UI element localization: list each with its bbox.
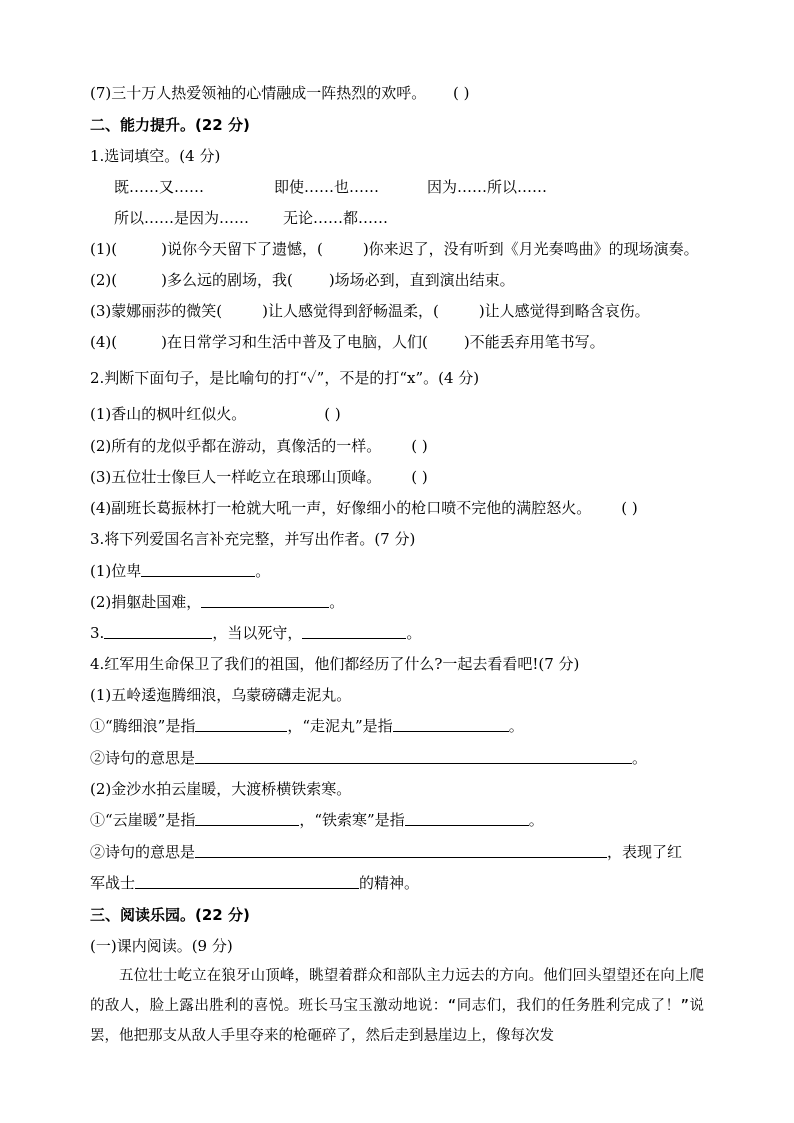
poem-line-2: (2)金沙水拍云崖暖，大渡桥横铁索寒。 [90, 780, 352, 798]
answer-paren[interactable]: ( ) [324, 405, 341, 423]
punct: 。 [632, 749, 648, 767]
quote-text: (1)位卑 [90, 562, 142, 580]
section-3-heading: 三、阅读乐园。(22 分) [90, 906, 250, 924]
fill-text: (4)( [90, 333, 118, 351]
q-text: ①“腾细浪”是指 [90, 717, 196, 735]
word-option: 即使……也…… [274, 178, 380, 196]
poem-q-1b [90, 748, 647, 768]
quote-line-3 [90, 623, 421, 643]
answer-blank[interactable] [141, 562, 255, 577]
answer-blank[interactable] [393, 717, 509, 732]
answer-paren[interactable]: ( ) [411, 468, 428, 486]
quote-line-1 [90, 561, 270, 581]
judge-text: (2)所有的龙似乎都在游动，真像活的一样。 [90, 437, 382, 455]
answer-blank[interactable] [405, 811, 529, 826]
q-text: ②诗句的意思是 [90, 749, 196, 767]
judge-line-2 [90, 436, 428, 456]
answer-blank[interactable] [135, 874, 359, 889]
answer-blank[interactable] [302, 624, 406, 639]
judge-line-3 [90, 467, 428, 487]
fill-text: (2)( [90, 271, 118, 289]
answer-blank[interactable] [195, 749, 632, 764]
quote-line-2 [90, 592, 344, 612]
answer-blank[interactable] [195, 717, 287, 732]
answer-paren[interactable]: ( ) [453, 84, 470, 102]
fill-line-2 [90, 270, 515, 290]
judge-line-1 [90, 404, 341, 424]
item-7 [90, 83, 470, 103]
reading-sub-heading: (一)课内阅读。(9 分) [90, 937, 233, 955]
word-option: 因为……所以…… [427, 178, 548, 196]
fill-text: )说你今天留下了遗憾，( [161, 240, 323, 258]
q-text: ，“走泥丸”是指 [287, 717, 393, 735]
answer-paren[interactable]: ( ) [621, 499, 638, 517]
poem-q-2a [90, 810, 544, 830]
poem-q-2b [90, 842, 682, 862]
fill-line-1 [90, 239, 699, 259]
answer-blank[interactable] [104, 624, 212, 639]
fill-text: )多么远的剧场，我( [161, 271, 293, 289]
judge-text: (3)五位壮士像巨人一样屹立在琅琊山顶峰。 [90, 468, 382, 486]
fill-text: )让人感觉得到略含哀伤。 [478, 302, 650, 320]
fill-text: )你来迟了，没有听到《月光奏鸣曲》的现场演奏。 [362, 240, 699, 258]
word-option: 既……又…… [114, 178, 205, 196]
q-text: ②诗句的意思是 [90, 843, 196, 861]
task-2-title: 2.判断下面句子，是比喻句的打“✓”，不是的打“x”。(4 分) [90, 369, 480, 387]
answer-blank[interactable] [195, 811, 299, 826]
answer-paren[interactable]: ( ) [411, 437, 428, 455]
punct: 。 [528, 811, 544, 829]
quote-text: ，当以死守， [212, 624, 303, 642]
quote-text: 3. [90, 624, 105, 642]
punct: 。 [508, 717, 524, 735]
q-text: ，“铁索寒”是指 [299, 811, 405, 829]
section-2-heading: 二、能力提升。(22 分) [90, 116, 250, 134]
q-text: ①“云崖暖”是指 [90, 811, 196, 829]
fill-line-4 [90, 332, 605, 352]
fill-text: (1)( [90, 240, 118, 258]
answer-blank[interactable] [195, 843, 607, 858]
poem-q-2c [90, 873, 419, 893]
judge-line-4 [90, 498, 638, 518]
item-7-text: (7)三十万人热爱领袖的心情融成一阵热烈的欢呼。 [90, 84, 427, 102]
fill-text: )不能丢弃用笔书写。 [463, 333, 605, 351]
quote-text: (2)捐躯赴国难， [90, 593, 202, 611]
word-option: 所以……是因为…… [114, 209, 250, 227]
answer-blank[interactable] [201, 593, 329, 608]
poem-line-1: (1)五岭逶迤腾细浪，乌蒙磅礴走泥丸。 [90, 686, 352, 704]
judge-text: (1)香山的枫叶红似火。 [90, 405, 247, 423]
poem-q-1a [90, 716, 524, 736]
punct: 。 [255, 562, 271, 580]
task-4-title: 4.红军用生命保卫了我们的祖国，他们都经历了什么?一起去看看吧!(7 分) [90, 655, 580, 673]
fill-line-3 [90, 301, 650, 321]
punct: 。 [406, 624, 422, 642]
fill-text: )在日常学习和生活中普及了电脑，人们( [161, 333, 428, 351]
task-1-title: 1.选词填空。(4 分) [90, 147, 221, 165]
q-text: 的精神。 [359, 874, 420, 892]
fill-text: )让人感觉得到舒畅温柔，( [262, 302, 439, 320]
q-text: ，表现了红 [607, 843, 683, 861]
fill-text: (3)蒙娜丽莎的微笑( [90, 302, 223, 320]
word-option: 无论……都…… [283, 209, 389, 227]
fill-text: )场场必到，直到演出结束。 [328, 271, 515, 289]
q-text: 军战士 [90, 874, 136, 892]
punct: 。 [329, 593, 345, 611]
task-3-title: 3.将下列爱国名言补充完整，并写出作者。(7 分) [90, 530, 416, 548]
reading-passage: 五位壮士屹立在狼牙山顶峰，眺望着群众和部队主力远去的方向。他们回头望望还在向上爬的敌人，脸上露出胜利的喜悦。班长马宝玉激动地说：“同志们，我们的任务胜利完成了！”说罢，他把那支从敌人手里夺来的枪砸碎了，然后走到悬崖边上，像每次发 [90, 968, 704, 1044]
judge-text: (4)副班长葛振林打一枪就大吼一声，好像细小的枪口喷不完他的满腔怒火。 [90, 499, 592, 517]
